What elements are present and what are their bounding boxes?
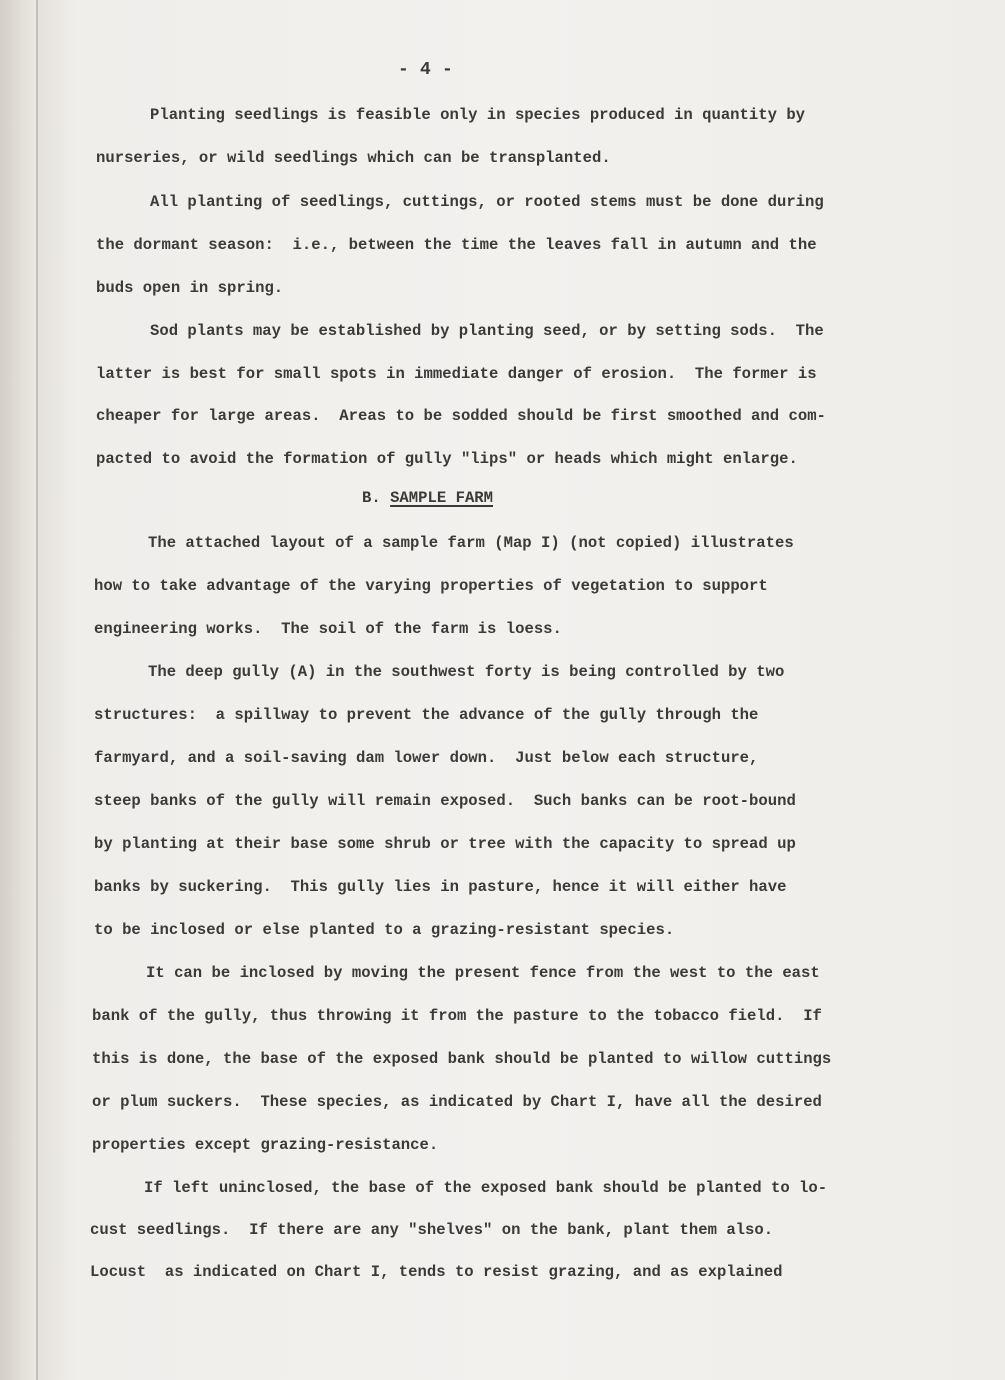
text-line: cust seedlings. If there are any "shelves" on the bank, plant them also. <box>90 1221 774 1239</box>
text-line: The deep gully (A) in the southwest forty is being controlled by two <box>148 663 785 681</box>
text-line: All planting of seedlings, cuttings, or rooted stems must be done during <box>150 193 824 211</box>
text-line: farmyard, and a soil-saving dam lower down. Just below each structure, <box>94 749 759 767</box>
text-line: bank of the gully, thus throwing it from the pasture to the tobacco field. If <box>92 1007 822 1025</box>
text-line: The attached layout of a sample farm (Map I) (not copied) illustrates <box>148 534 794 552</box>
section-heading-prefix: B. <box>362 489 391 507</box>
text-line: by planting at their base some shrub or tree with the capacity to spread up <box>94 835 796 853</box>
section-heading <box>362 488 493 508</box>
text-line: engineering works. The soil of the farm is loess. <box>94 620 562 638</box>
text-line: this is done, the base of the exposed bank should be planted to willow cuttings <box>92 1050 832 1068</box>
text-line: properties except grazing-resistance. <box>92 1136 439 1154</box>
text-line: latter is best for small spots in immediate danger of erosion. The former is <box>96 365 817 383</box>
section-heading-title: SAMPLE FARM <box>390 489 494 507</box>
text-line: banks by suckering. This gully lies in pasture, hence it will either have <box>94 878 787 896</box>
text-line: Locust as indicated on Chart I, tends to resist grazing, and as explained <box>90 1263 783 1281</box>
text-line: how to take advantage of the varying properties of vegetation to support <box>94 577 768 595</box>
text-line: structures: a spillway to prevent the advance of the gully through the <box>94 706 759 724</box>
text-line: nurseries, or wild seedlings which can be transplanted. <box>96 149 611 167</box>
text-line: or plum suckers. These species, as indicated by Chart I, have all the desired <box>92 1093 822 1111</box>
text-line: It can be inclosed by moving the present fence from the west to the east <box>146 964 820 982</box>
text-line: buds open in spring. <box>96 279 284 297</box>
text-line: the dormant season: i.e., between the time the leaves fall in autumn and the <box>96 236 817 254</box>
text-line: Planting seedlings is feasible only in species produced in quantity by <box>150 106 806 124</box>
text-line: steep banks of the gully will remain exposed. Such banks can be root-bound <box>94 792 796 810</box>
text-line: to be inclosed or else planted to a grazing-resistant species. <box>94 921 675 939</box>
text-line: pacted to avoid the formation of gully "lips" or heads which might enlarge. <box>96 450 798 468</box>
page-number: - 4 - <box>398 60 454 80</box>
text-line: If left uninclosed, the base of the exposed bank should be planted to lo- <box>144 1179 828 1197</box>
text-line: cheaper for large areas. Areas to be sodded should be first smoothed and com- <box>96 407 826 425</box>
text-line: Sod plants may be established by planting seed, or by setting sods. The <box>150 322 824 340</box>
book-binding-shadow <box>0 0 36 1380</box>
